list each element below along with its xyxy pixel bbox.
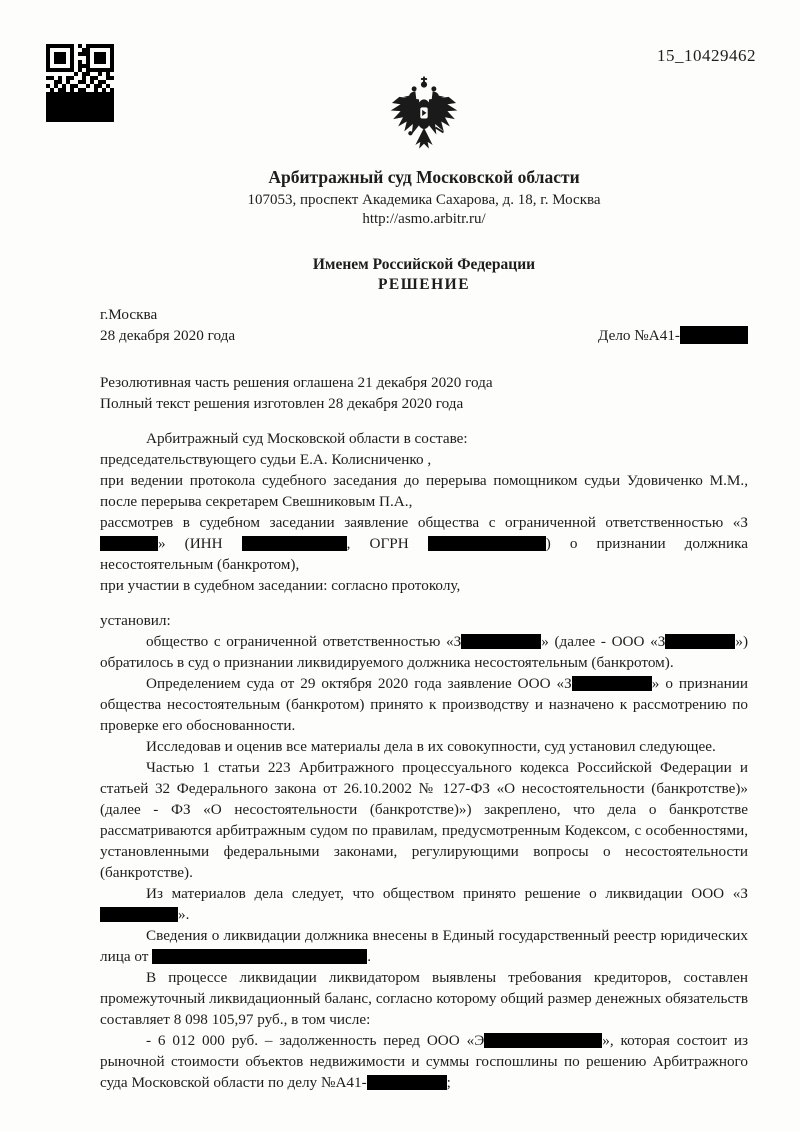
case-number: Дело №А41- <box>598 325 748 346</box>
redaction-bar <box>242 536 347 551</box>
redaction-bar <box>100 536 158 551</box>
document-body <box>100 358 748 1093</box>
court-address: 107053, проспект Академика Сахарова, д. 18, г. Москва <box>247 192 601 208</box>
document-header <box>100 72 748 294</box>
city-line: г.Москва <box>100 306 158 323</box>
paragraph: председательствующего судьи Е.А. Колисниченко , <box>100 451 432 468</box>
paragraph: Исследовав и оценив все материалы дела в их совокупности, суд установил следующее. <box>146 738 716 755</box>
decision-date: 28 декабря 2020 года <box>100 327 236 344</box>
paragraph: установил: <box>100 612 171 629</box>
redaction-bar <box>484 1033 602 1048</box>
paragraph: В процессе ликвидации ликвидатором выявлены требования кредиторов, составлен промежуточный ликвидационный баланс, согласно которому общий размер денежных обязательств составляет 8 098 105,97 руб., в том числе: <box>100 969 748 1028</box>
court-website-url: http://asmo.arbitr.ru/ <box>362 211 486 227</box>
paragraph: Сведения о ликвидации должника внесены в Единый государственный реестр юридических лица от . <box>100 927 748 965</box>
redaction-bar <box>572 676 652 691</box>
redaction-bar <box>367 1075 447 1090</box>
decision-title: РЕШЕНИЕ <box>377 276 471 293</box>
paragraph: Из материалов дела следует, что обществом принято решение о ликвидации ООО «З». <box>100 883 748 925</box>
redaction-bar <box>680 326 748 344</box>
paragraph: Определением суда от 29 октября 2020 года заявление ООО «З » о признании общества несостоятельным (банкротом) принято к производству и назначено к рассмотрению по проверке его обоснованности. <box>100 675 748 734</box>
redaction-bar <box>428 536 546 551</box>
paragraph: Частью 1 статьи 223 Арбитражного процессуального кодекса Российской Федерации и статьей 32 Федерального закона от 26.10.2002 № 127-ФЗ «О несостоятельности (банкротстве)» (далее - ФЗ «О несостоятельности (банкротстве)») закреплено, что дела о банкротстве рассматриваются арбитражным судом по правилам, предусмотренным Кодексом, с особенностями, установленными федеральными законами, регулирующими вопросы о несостоятельности (банкротстве). <box>100 759 748 881</box>
paragraph: Полный текст решения изготовлен 28 декабря 2020 года <box>100 395 464 412</box>
paragraph: общество с ограниченной ответственностью «З » (далее - ООО «З ») обратилось в суд о признании ликвидируемого должника несостоятельным (банкротом). <box>100 633 748 671</box>
document-number: 15_10429462 <box>657 46 756 65</box>
paragraph: при ведении протокола судебного заседания до перерыва помощником судьи Удовиченко М.М., после перерыва секретарем Свешниковым П.А., <box>100 472 748 510</box>
paragraph: Резолютивная часть решения оглашена 21 декабря 2020 года <box>100 374 493 391</box>
paragraph: при участии в судебном заседании: согласно протоколу, <box>100 577 461 594</box>
coat-of-arms-icon <box>387 72 461 165</box>
in-the-name-line: Именем Российской Федерации <box>312 256 536 273</box>
date-case-row <box>100 325 748 346</box>
redaction-bar <box>665 634 735 649</box>
redaction-bar <box>152 949 367 964</box>
redaction-bar <box>461 634 541 649</box>
decision-meta <box>100 304 748 346</box>
paragraph: Арбитражный суд Московской области в составе: <box>146 430 468 447</box>
paragraph: рассмотрев в судебном заседании заявление общества с ограниченной ответственностью «З» (ИНН , ОГРН ) о признании должника несостоятельным (банкротом), <box>100 514 748 573</box>
paragraph: - 6 012 000 руб. – задолженность перед ООО «Э », которая состоит из рыночной стоимости объектов недвижимости и суммы госпошлины по решению Арбитражного суда Московской области по делу №А41- ; <box>100 1032 748 1091</box>
court-name: Арбитражный суд Московской области <box>268 167 580 187</box>
redaction-bar <box>100 907 178 922</box>
